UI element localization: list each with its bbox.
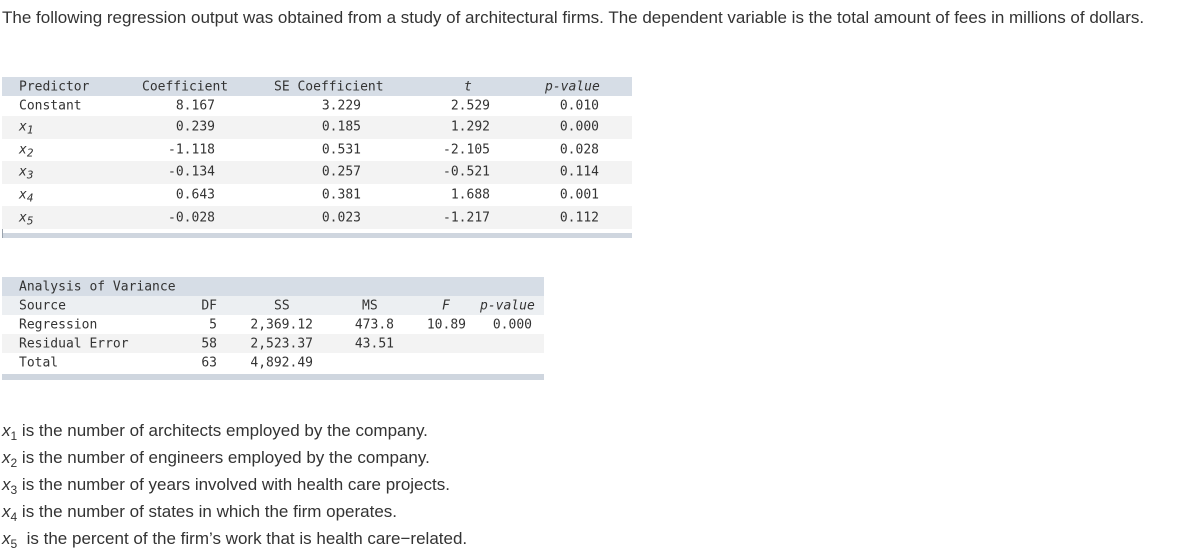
- variable-definitions: [2, 418, 467, 553]
- coefficient-value: 8.167: [175, 98, 215, 114]
- ms-value: 473.8: [354, 317, 394, 332]
- se-value: 0.381: [321, 187, 361, 203]
- table-row: [2, 161, 632, 184]
- ss-value: 2,369.12: [250, 317, 313, 332]
- table-row: [2, 96, 632, 116]
- f-value: 10.89: [426, 317, 466, 332]
- table-row: [2, 353, 544, 372]
- predictor-name: $x_3$: [19, 164, 34, 182]
- table-row: [2, 334, 544, 353]
- anova-title-row: [2, 277, 544, 296]
- header-df: DF: [201, 298, 217, 313]
- ss-value: 2,523.37: [250, 336, 313, 351]
- coefficient-value: -1.118: [168, 142, 215, 158]
- header-coefficient: Coefficient: [142, 79, 229, 94]
- t-value: -0.521: [443, 164, 490, 180]
- p-value: 0.114: [559, 164, 599, 180]
- definition-line: $x_1$ is the number of architects employed by the company.: [2, 421, 428, 443]
- predictor-name: $x_4$: [19, 187, 34, 205]
- header-predictor: Predictor: [19, 79, 90, 94]
- header-f: F: [442, 298, 450, 313]
- problem-statement: The following regression output was obtained from a study of architectural firms. The dependent variable is the total amount of fees in millions of dollars.: [2, 8, 1145, 27]
- coefficient-value: -0.028: [168, 210, 215, 226]
- header-se-coefficient: SE Coefficient: [274, 79, 384, 94]
- coefficient-value: 0.643: [175, 187, 215, 203]
- se-value: 0.531: [321, 142, 361, 158]
- p-value: 0.000: [559, 119, 599, 135]
- predictor-name: $x_2$: [19, 142, 34, 160]
- se-value: 0.023: [321, 210, 361, 226]
- t-value: 1.688: [450, 187, 490, 203]
- t-value: 1.292: [450, 119, 490, 135]
- p-value: 0.000: [492, 317, 532, 332]
- header-p-value: p-value: [545, 79, 600, 94]
- anova-title: Analysis of Variance: [19, 279, 176, 294]
- t-value: 2.529: [450, 98, 490, 114]
- anova-header-row: [2, 296, 544, 315]
- se-value: 0.185: [321, 119, 361, 135]
- p-value: 0.028: [559, 142, 599, 158]
- se-value: 0.257: [321, 164, 361, 180]
- table-footer-bar: [2, 372, 544, 380]
- df-value: 58: [201, 336, 217, 351]
- table-row: [2, 116, 632, 139]
- header-source: Source: [19, 298, 66, 313]
- table-row: [2, 139, 632, 162]
- anova-table: [2, 277, 544, 380]
- p-value: 0.001: [559, 187, 599, 203]
- definition-line: $x_5$ is the percent of the firm’s work that is health care−related.: [2, 529, 468, 551]
- coefficient-value: 0.239: [175, 119, 215, 135]
- predictor-name: $x_1$: [19, 119, 34, 137]
- source-name: Regression: [19, 317, 98, 332]
- predictor-name: Constant: [19, 98, 82, 114]
- table-row: [2, 206, 632, 229]
- header-p-value: p-value: [480, 298, 535, 313]
- header-ms: MS: [362, 298, 378, 313]
- table-row: [2, 184, 632, 207]
- table-footer-bar: [2, 229, 632, 238]
- t-value: -2.105: [443, 142, 490, 158]
- definition-line: $x_3$ is the number of years involved with health care projects.: [2, 475, 450, 497]
- coefficient-value: -0.134: [168, 164, 215, 180]
- regression-header-row: [2, 77, 632, 96]
- ss-value: 4,892.49: [250, 355, 313, 370]
- definition-line: $x_2$ is the number of engineers employed by the company.: [2, 448, 430, 470]
- definition-line: $x_4$ is the number of states in which the firm operates.: [2, 502, 398, 524]
- t-value: -1.217: [443, 210, 490, 226]
- source-name: Total: [19, 355, 59, 370]
- header-ss: SS: [274, 298, 290, 313]
- p-value: 0.010: [559, 98, 599, 114]
- ms-value: 43.51: [354, 336, 394, 351]
- se-value: 3.229: [321, 98, 361, 114]
- df-value: 5: [209, 317, 217, 332]
- p-value: 0.112: [559, 210, 599, 226]
- regression-table: [2, 77, 632, 238]
- table-row: [2, 315, 544, 334]
- header-t: t: [464, 79, 472, 94]
- source-name: Residual Error: [19, 336, 129, 351]
- predictor-name: $x_5$: [19, 210, 34, 228]
- df-value: 63: [201, 355, 217, 370]
